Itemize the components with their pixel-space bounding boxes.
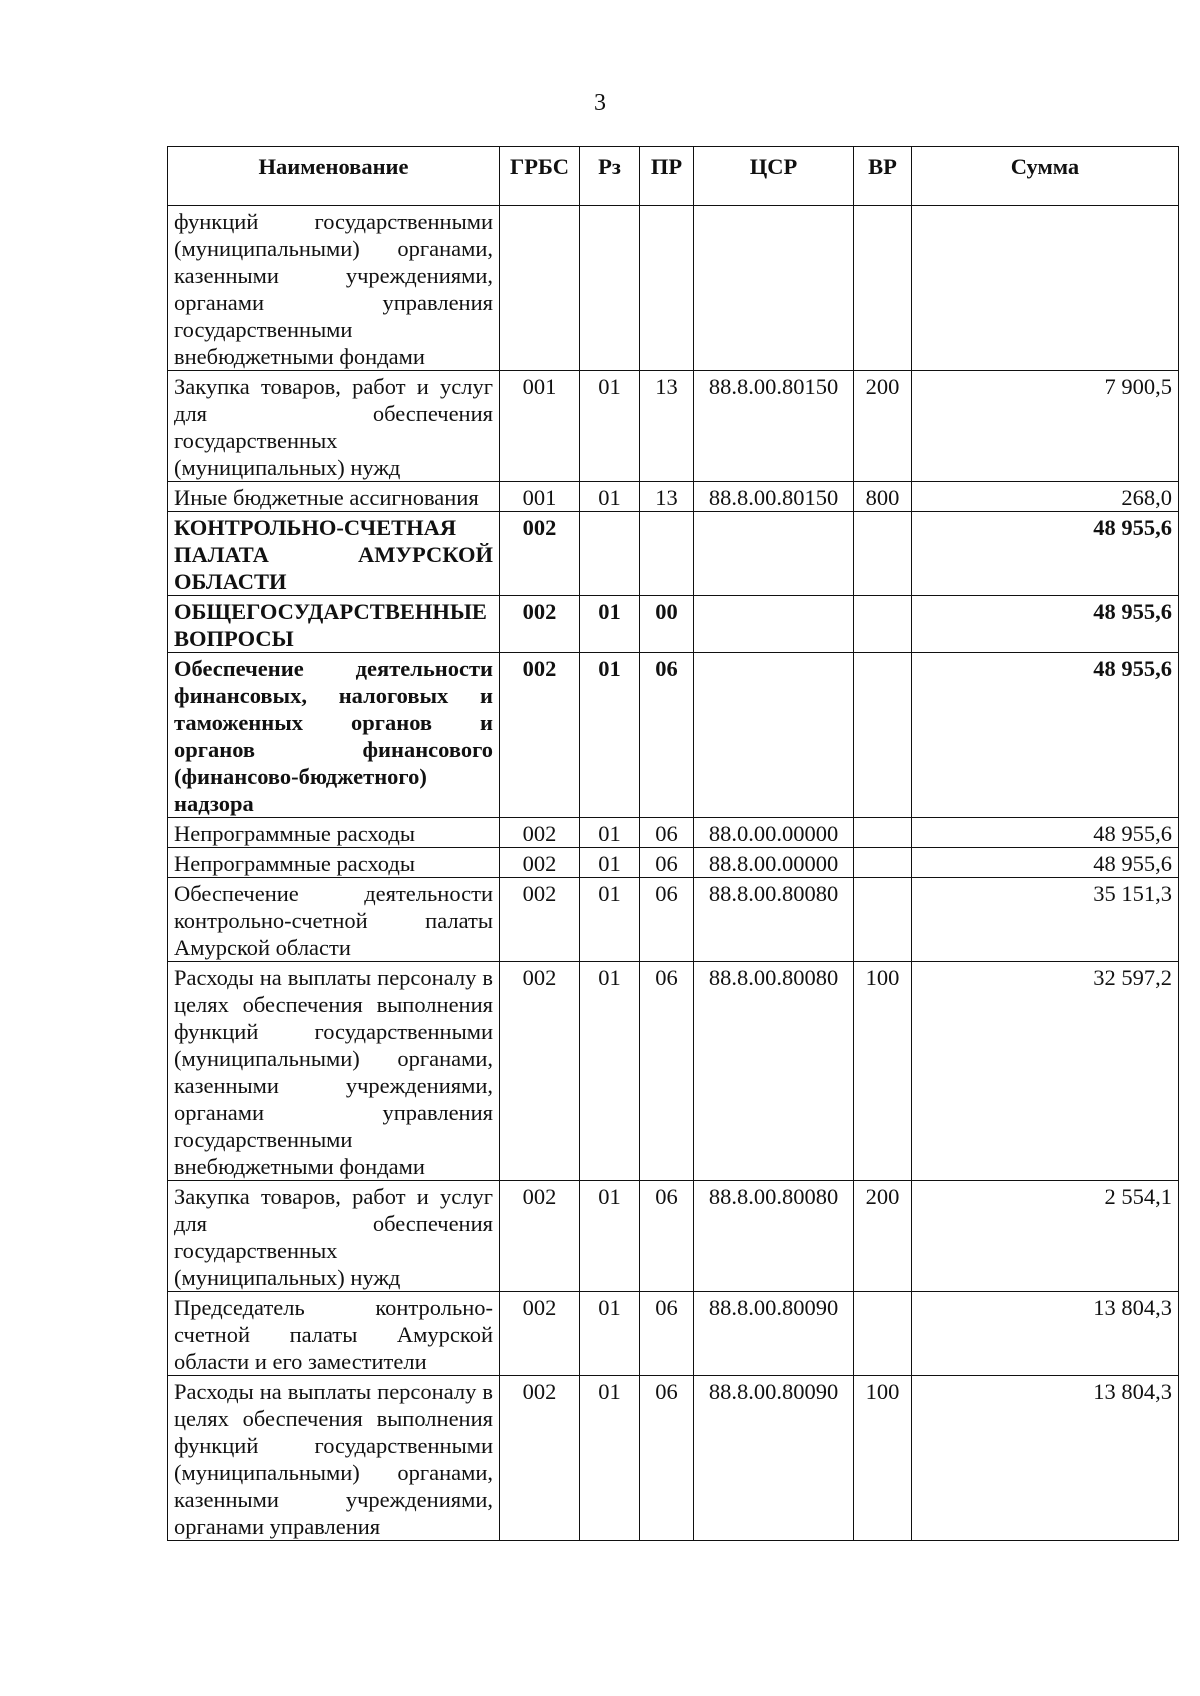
cell-vr [854,818,912,848]
cell-sum: 7 900,5 [912,371,1179,482]
cell-vr [854,512,912,596]
cell-csr: 88.8.00.80090 [694,1376,854,1541]
cell-pr: 06 [640,653,694,818]
cell-vr: 100 [854,962,912,1181]
cell-rz: 01 [580,818,640,848]
cell-pr: 06 [640,818,694,848]
cell-grbs: 002 [500,596,580,653]
cell-grbs: 002 [500,512,580,596]
cell-sum: 13 804,3 [912,1292,1179,1376]
cell-rz: 01 [580,482,640,512]
cell-pr: 06 [640,848,694,878]
cell-sum: 48 955,6 [912,653,1179,818]
cell-rz: 01 [580,878,640,962]
table-row [168,1181,1179,1292]
cell-csr: 88.8.00.80080 [694,1181,854,1292]
cell-sum: 13 804,3 [912,1376,1179,1541]
cell-csr: 88.8.00.80080 [694,878,854,962]
table-row [168,596,1179,653]
cell-csr [694,653,854,818]
cell-rz: 01 [580,596,640,653]
header-sum: Сумма [912,147,1179,206]
cell-rz: 01 [580,653,640,818]
cell-name: Расходы на выплаты персоналу в целях обеспечения выполнения функций государственными (муниципальными) органами, казенными учреждениями, органами управления государственными внебюджетными фондами [168,962,500,1181]
cell-vr [854,206,912,371]
cell-name: функций государственными (муниципальными) органами, казенными учреждениями, органами управления государственными внебюджетными фондами [168,206,500,371]
cell-grbs: 002 [500,1181,580,1292]
cell-grbs: 002 [500,818,580,848]
cell-name: Обеспечение деятельности контрольно-счетной палаты Амурской области [168,878,500,962]
cell-sum: 48 955,6 [912,848,1179,878]
budget-table [167,146,1179,1541]
cell-name: Председатель контрольно-счетной палаты Амурской области и его заместители [168,1292,500,1376]
table-row [168,962,1179,1181]
cell-sum: 268,0 [912,482,1179,512]
cell-name: КОНТРОЛЬНО-СЧЕТНАЯ ПАЛАТА АМУРСКОЙ ОБЛАСТИ [168,512,500,596]
table-row [168,371,1179,482]
cell-grbs: 002 [500,1376,580,1541]
header-vr: ВР [854,147,912,206]
cell-pr: 06 [640,962,694,1181]
cell-rz: 01 [580,848,640,878]
cell-grbs: 001 [500,482,580,512]
cell-csr: 88.8.00.80090 [694,1292,854,1376]
header-name: Наименование [168,147,500,206]
header-csr: ЦСР [694,147,854,206]
cell-name: ОБЩЕГОСУДАРСТВЕННЫЕ ВОПРОСЫ [168,596,500,653]
cell-sum: 48 955,6 [912,818,1179,848]
cell-sum: 48 955,6 [912,512,1179,596]
page-number: 3 [594,90,606,116]
table-row [168,848,1179,878]
cell-name: Обеспечение деятельности финансовых, налоговых и таможенных органов и органов финансового (финансово-бюджетного) надзора [168,653,500,818]
cell-pr: 06 [640,1181,694,1292]
table-row [168,512,1179,596]
cell-rz [580,512,640,596]
cell-csr: 88.8.00.80080 [694,962,854,1181]
cell-vr [854,653,912,818]
cell-grbs: 002 [500,848,580,878]
cell-sum: 35 151,3 [912,878,1179,962]
cell-csr: 88.8.00.00000 [694,848,854,878]
cell-rz: 01 [580,1292,640,1376]
table-row [168,653,1179,818]
cell-grbs: 002 [500,1292,580,1376]
cell-vr [854,878,912,962]
cell-grbs: 002 [500,962,580,1181]
cell-pr: 13 [640,482,694,512]
cell-pr: 06 [640,878,694,962]
cell-sum: 48 955,6 [912,596,1179,653]
cell-csr: 88.8.00.80150 [694,371,854,482]
cell-csr: 88.8.00.80150 [694,482,854,512]
cell-rz: 01 [580,371,640,482]
cell-name: Закупка товаров, работ и услуг для обеспечения государственных (муниципальных) нужд [168,1181,500,1292]
cell-pr [640,512,694,596]
cell-csr: 88.0.00.00000 [694,818,854,848]
cell-vr: 800 [854,482,912,512]
cell-vr: 200 [854,1181,912,1292]
cell-rz [580,206,640,371]
cell-name: Непрограммные расходы [168,818,500,848]
cell-vr [854,848,912,878]
cell-name: Иные бюджетные ассигнования [168,482,500,512]
cell-csr [694,596,854,653]
cell-vr [854,596,912,653]
cell-vr [854,1292,912,1376]
cell-pr: 06 [640,1292,694,1376]
cell-pr: 00 [640,596,694,653]
cell-sum: 32 597,2 [912,962,1179,1181]
cell-sum: 2 554,1 [912,1181,1179,1292]
cell-pr: 13 [640,371,694,482]
cell-csr [694,512,854,596]
table-row [168,482,1179,512]
cell-name: Непрограммные расходы [168,848,500,878]
cell-rz: 01 [580,1181,640,1292]
cell-sum [912,206,1179,371]
cell-pr [640,206,694,371]
header-rz: Рз [580,147,640,206]
cell-rz: 01 [580,1376,640,1541]
cell-grbs: 001 [500,371,580,482]
table-row [168,206,1179,371]
cell-grbs: 002 [500,878,580,962]
cell-name: Закупка товаров, работ и услуг для обеспечения государственных (муниципальных) нужд [168,371,500,482]
cell-vr: 200 [854,371,912,482]
table-row [168,1376,1179,1541]
cell-vr: 100 [854,1376,912,1541]
cell-grbs: 002 [500,653,580,818]
header-pr: ПР [640,147,694,206]
table-row [168,818,1179,848]
table-row [168,878,1179,962]
cell-rz: 01 [580,962,640,1181]
header-grbs: ГРБС [500,147,580,206]
cell-csr [694,206,854,371]
cell-pr: 06 [640,1376,694,1541]
table-header-row [168,147,1179,206]
cell-grbs [500,206,580,371]
cell-name: Расходы на выплаты персоналу в целях обеспечения выполнения функций государственными (муниципальными) органами, казенными учреждениями, органами управления [168,1376,500,1541]
table-row [168,1292,1179,1376]
